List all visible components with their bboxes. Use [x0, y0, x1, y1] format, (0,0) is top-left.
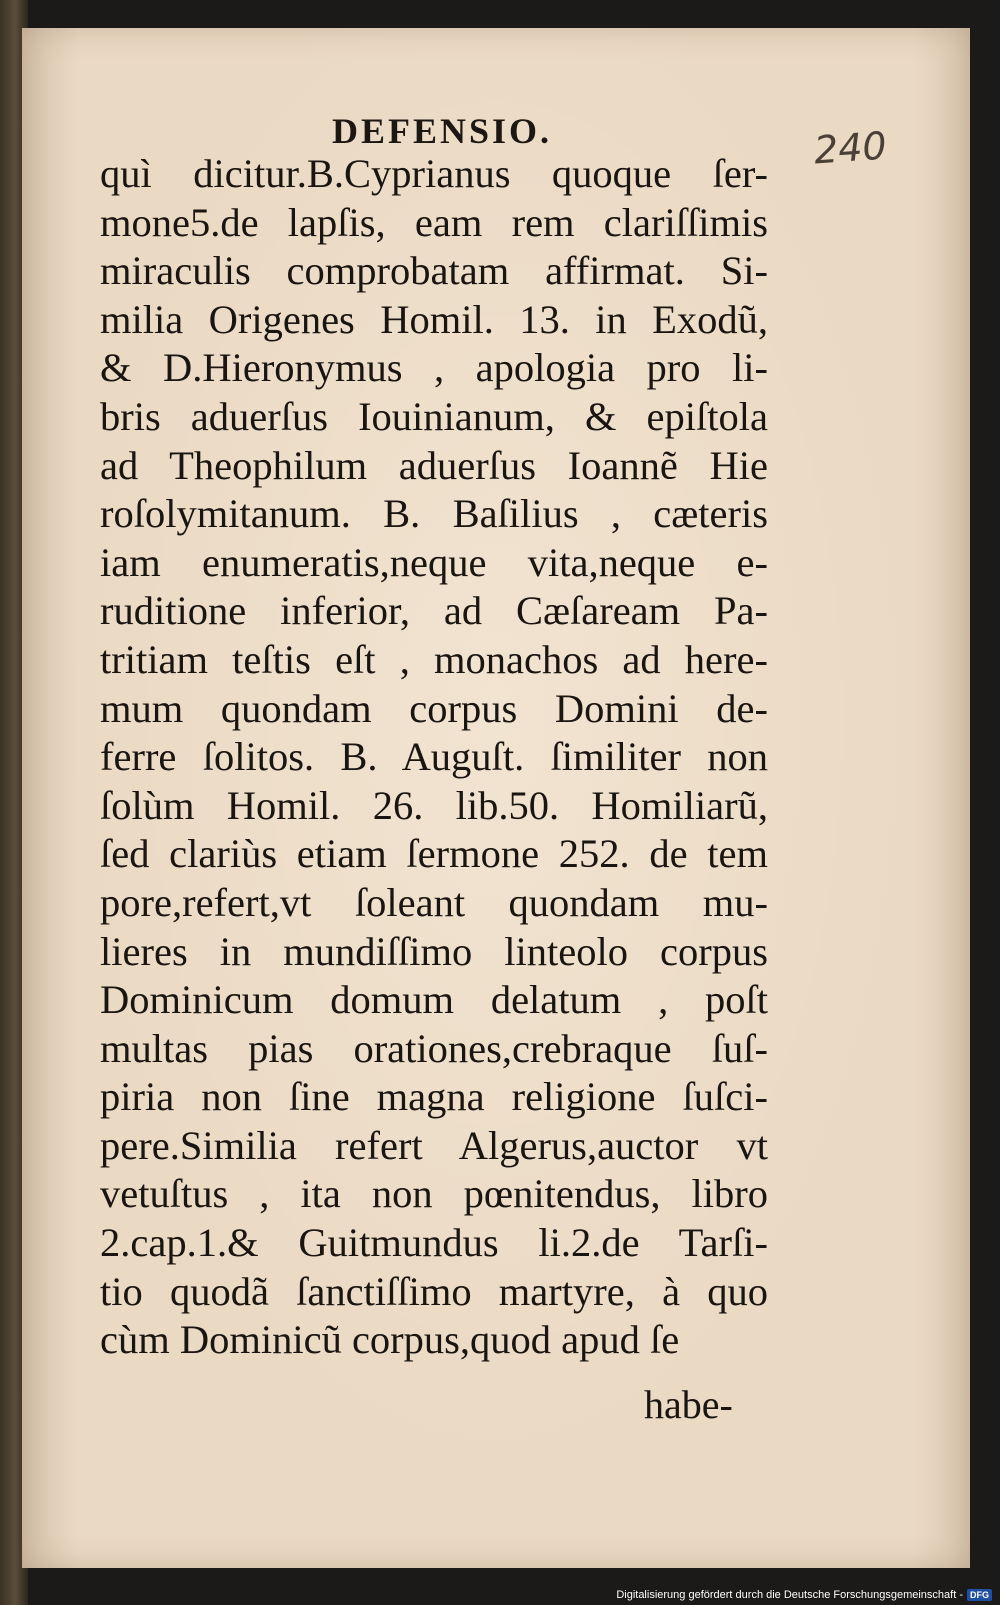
- text-line: milia Origenes Homil. 13. in Exodũ,: [100, 296, 768, 342]
- text-line: mone5.de lapſis, eam rem clariſſimis: [100, 199, 768, 245]
- credit-text: Digitalisierung gefördert durch die Deutsche Forschungsgemeinschaft -: [616, 1589, 963, 1601]
- text-line: ferre ſolitos. B. Auguſt. ſimiliter non: [100, 734, 768, 780]
- running-head: DEFENSIO.: [332, 111, 553, 151]
- text-line: cùm Dominicũ corpus,quod apud ſe: [100, 1317, 680, 1363]
- text-line: miraculis comprobatam affirmat. Si-: [100, 248, 768, 294]
- text-line: multas pias orationes,crebraque ſuſ-: [100, 1025, 768, 1071]
- digitization-credit: [616, 1589, 992, 1601]
- body-text: [100, 150, 768, 1365]
- text-line: pore,refert,vt ſoleant quondam mu-: [100, 879, 768, 925]
- text-line: Dominicum domum delatum , poſt: [100, 977, 768, 1023]
- text-line: piria non ſine magna religione ſuſci-: [100, 1074, 768, 1120]
- text-line: pere.Similia refert Algerus,auctor vt: [100, 1122, 768, 1168]
- text-line: vetuſtus , ita non pœnitendus, libro: [100, 1171, 768, 1217]
- text-line: tritiam teſtis eſt , monachos ad here-: [100, 636, 768, 682]
- text-line: roſolymitanum. B. Baſilius , cæteris: [100, 491, 768, 537]
- text-line: tio quodã ſanctiſſimo martyre, à quo: [100, 1268, 768, 1314]
- text-line: quì dicitur.B.Cyprianus quoque ſer-: [100, 151, 768, 196]
- folio-number: 240: [812, 123, 888, 173]
- text-line: ad Theophilum aduerſus Ioannẽ Hie: [100, 442, 768, 488]
- text-line: bris aduerſus Iouinianum, & epiſtola: [100, 393, 768, 439]
- book-page: [22, 28, 970, 1568]
- text-line: 2.cap.1.& Guitmundus li.2.de Tarſi-: [100, 1220, 768, 1266]
- text-line: ſolùm Homil. 26. lib.50. Homiliarũ,: [100, 782, 768, 828]
- text-line: iam enumeratis,neque vita,neque e-: [100, 539, 768, 585]
- text-line: ſed clariùs etiam ſermone 252. de tem: [100, 831, 768, 877]
- text-line: lieres in mundiſſimo linteolo corpus: [100, 928, 768, 974]
- catchword: habe-: [644, 1382, 733, 1427]
- text-line: ruditione inferior, ad Cæſaream Pa-: [100, 588, 768, 634]
- dfg-logo-icon: DFG: [967, 1589, 992, 1601]
- text-line: mum quondam corpus Domini de-: [100, 685, 768, 731]
- text-line: & D.Hieronymus , apologia pro li-: [100, 345, 768, 391]
